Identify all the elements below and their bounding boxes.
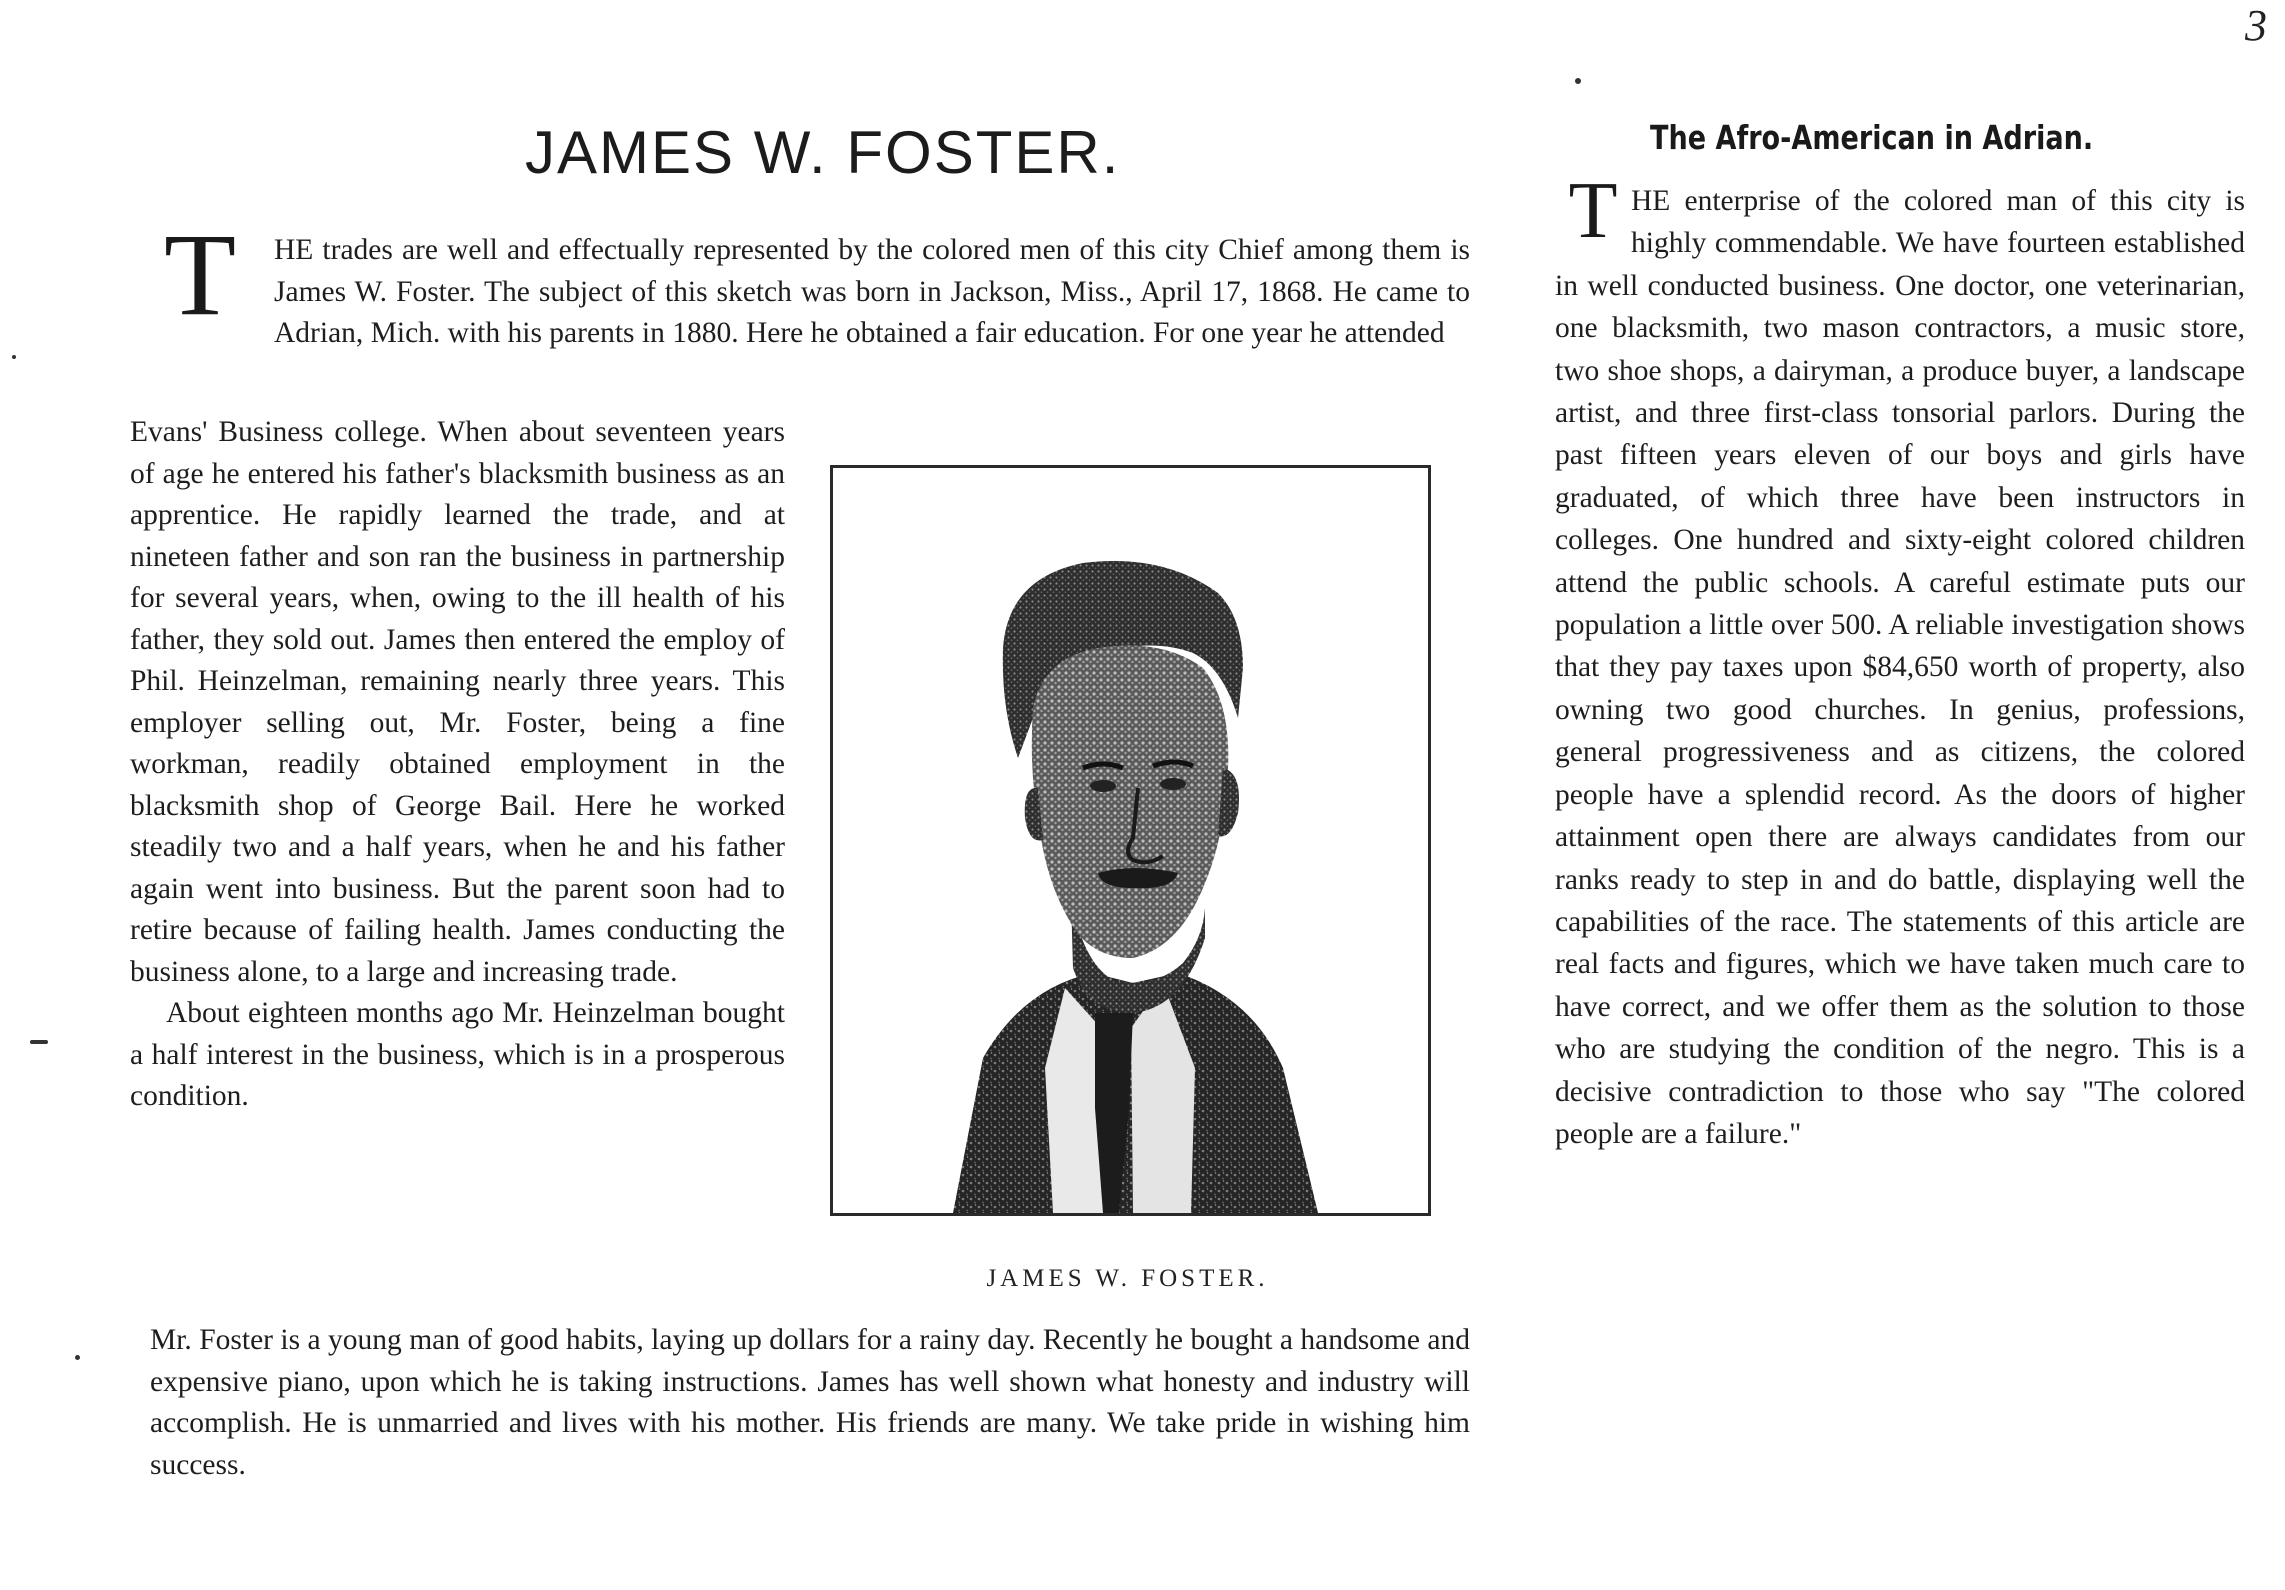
portrait-image <box>830 465 1431 1216</box>
article-title: JAMES W. FOSTER. <box>525 119 1121 186</box>
portrait-illustration <box>833 468 1428 1213</box>
right-drop-cap: T <box>1568 167 1618 255</box>
afro-american-article <box>1555 118 2245 1578</box>
scan-speck <box>30 1040 48 1044</box>
article-intro <box>130 209 1470 355</box>
closing-paragraph: Mr. Foster is a young man of good habits, laying up dollars for a rainy day. Recently he bought a handsome and expensive piano, upon which he is taking instructions. James has well shown what honesty and industry will accomplish. He is unmarried and lives with his mother. His friends are many. We take pride in wishing him success. <box>150 1324 1470 1481</box>
right-body-text: HE enterprise of the colored man of this city is highly commendable. We have fourteen established in well conducted business. One doctor, one veterinarian, one blacksmith, two mason contractors, a music store, two shoe shops, a dairyman, a produce buyer, a landscape artist, and three first-class tonsorial parlors. During the past fifteen years eleven of our boys and girls have graduated, of which three have been instructors in colleges. One hundred and sixty-eight colored children attend the public schools. A careful estimate puts our population a little over 500. A reliable investigation shows that they pay taxes upon $84,650 worth of property, also owning two good churches. In genius, professions, general progressiveness and as citizens, the colored people have a splendid record. As the doors of higher attainment open there are always candidates from our ranks ready to step in and do battle, displaying well the capabilities of the race. The statements of this article are real facts and figures, which we have taken much care to have correct, and we offer them as the solution to those who are studying the condition of the negro. This is a decisive contradiction to those who say "The colored people are a failure." <box>1555 185 2245 1150</box>
page-number: 3 <box>2245 1 2267 50</box>
right-article-title: The Afro-American in Adrian. <box>1650 118 2094 157</box>
drop-cap: T <box>163 209 237 340</box>
scan-speck <box>12 355 16 359</box>
column-paragraph-1: Evans' Business college. When about seventeen years of age he entered his father's blacksmith business as an apprentice. He rapidly learned the trade, and at nineteen father and son ran the business in partnership for several years, when, owing to the ill health of his father, they sold out. James then entered the employ of Phil. Heinzelman, remaining nearly three years. This employer selling out, Mr. Foster, being a fine workman, readily obtained employment in the blacksmith shop of George Bail. Here he worked steadily two and a half years, when he and his father again went into business. But the parent soon had to retire because of failing health. James conducting the business alone, to a large and increasing trade. <box>130 416 785 988</box>
right-article-body <box>1555 167 2245 1155</box>
article-closing <box>150 1320 1470 1486</box>
scan-speck <box>1575 78 1581 84</box>
intro-text: HE trades are well and effectually represented by the colored men of this city Chief among them is James W. Foster. The subject of this sketch was born in Jackson, Miss., April 17, 1868. He came to Adrian, Mich. with his parents in 1880. Here he obtained a fair education. For one year he attended <box>274 234 1470 349</box>
column-paragraph-2: About eighteen months ago Mr. Heinzelman bought a half interest in the business, which is in a prosperous condition. <box>130 997 785 1112</box>
portrait-caption: JAMES W. FOSTER. <box>986 1265 1269 1292</box>
scan-speck <box>75 1355 80 1360</box>
james-foster-article <box>130 118 1490 1578</box>
article-column-text <box>130 412 785 1118</box>
